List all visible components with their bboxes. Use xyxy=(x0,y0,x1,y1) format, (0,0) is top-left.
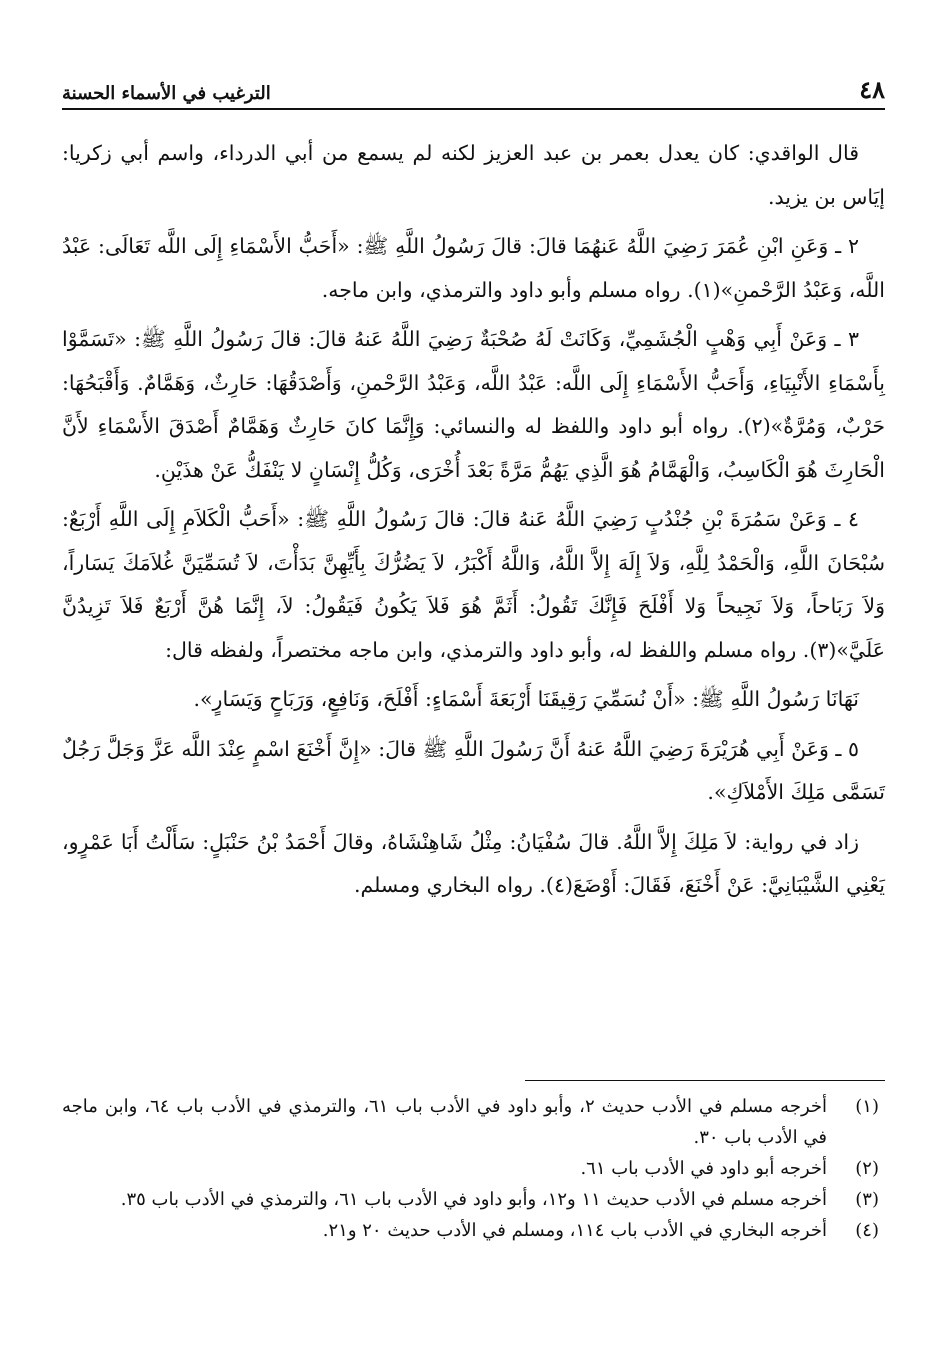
main-text xyxy=(62,132,885,908)
footnote-item xyxy=(62,1215,885,1246)
running-title: الترغيب في الأسماء الحسنة xyxy=(62,83,271,104)
footnote-text: أخرجه مسلم في الأدب حديث ٢، وأبو داود في الأدب باب ٦١، والترمذي في الأدب باب ٦٤، وابن ماجه في الأدب باب ٣٠. xyxy=(62,1096,828,1148)
footnote-divider xyxy=(525,1080,885,1081)
hadith-3: ٣ ـ وَعَنْ أَبِي وَهْبٍ الْجُشَمِيِّ، وَكَانَتْ لَهُ صُحْبَةٌ رَضِيَ اللَّهُ عَنهُ قالَ: قالَ رَسُولُ اللَّهِ ﷺ: «تَسَمَّوْا بِأَسْمَاءِ الأَنْبِيَاءِ، وَأَحَبُّ الأَسْمَاءِ إِلَى اللَّه: عَبْدُ اللَّه، وَعَبْدُ الرَّحْمنِ، وَأَصْدَقُهَا: حَارِثٌ، وَهَمَّامٌ. وَأَقْبَحُهَا: حَرْبٌ، وَمُرَّةٌ»(٢). رواه أبو داود واللفظ له والنسائي: وَإِنَّمَا كانَ حَارِثٌ وَهَمَّامٌ أَصْدَقَ الأَسْمَاءِ لأَنَّ الْحَارِثَ هُوَ الْكَاسِبُ، وَالْهَمَّامُ هُوَ الَّذِي يَهُمُّ مَرَّةً بَعْدَ أُخْرَى، وَكُلُّ إِنْسَانٍ لا يَنْفَكُّ عَنْ هذَيْنِ. xyxy=(62,327,885,482)
footnote-text: أخرجه أبو داود في الأدب باب ٦١. xyxy=(580,1158,827,1179)
footnote-item xyxy=(62,1091,885,1153)
page-number: ٤٨ xyxy=(859,75,885,104)
hadith-4: ٤ ـ وَعَنْ سَمُرَةَ بْنِ جُنْدُبٍ رَضِيَ اللَّهُ عَنهُ قالَ: قالَ رَسُولُ اللَّهِ ﷺ: «أَحَبُّ الْكَلاَمِ إِلَى اللَّهِ أَرْبَعٌ: سُبْحَانَ اللَّهِ، وَالْحَمْدُ لِلَّهِ، وَلاَ إِلَهَ إِلاَّ اللَّهُ، وَاللَّهُ أَكْبَرُ، لاَ يَضُرُّكَ بِأَيِّهِنَّ بَدَأْتَ، لاَ تُسَمِّيَنَّ غُلاَمَكَ يَسَاراً، وَلاَ رَبَاحاً، وَلاَ نَجِيحاً وَلا أَفْلَحَ فَإِنَّكَ تَقُولُ: أَثَمَّ هُوَ فَلاَ يَكُونُ فَيَقُولُ: لاَ، إِنَّمَا هُنَّ أَرْبَعٌ فَلاَ تَزِيدُنَّ عَلَيَّ»(٣). رواه مسلم واللفظ له، وأبو داود والترمذي، وابن ماجه مختصراً، ولفظه قال: xyxy=(62,507,885,662)
footnote-number: (٤) xyxy=(855,1220,879,1241)
hadith-4-variant: نَهَانَا رَسُولُ اللَّهِ ﷺ: «أَنْ نُسَمِّيَ رَقِيقَنَا أَرْبَعَةَ أَسْمَاءٍ: أَفْلَحَ، وَنَافِعٍ، وَرَبَاحٍ وَيَسَارٍ». xyxy=(193,687,859,711)
hadith-5-addition: زاد في رواية: لاَ مَلِكَ إِلاَّ اللَّهُ. قالَ سُفْيَانُ: مِثْلُ شَاهِنْشَاهُ، وقالَ أَحْمَدُ بْنُ حَنْبَلٍ: سَأَلْتُ أَبَا عَمْرٍو، يَعْنِي الشَّيْبَانِيَّ: عَنْ أَخْنَعَ، فَقَالَ: أَوْضَعَ(٤). رواه البخاري ومسلم. xyxy=(62,829,885,897)
book-page xyxy=(62,60,885,1328)
footnote-number: (٣) xyxy=(855,1189,879,1210)
footnotes xyxy=(62,1080,885,1246)
footnote-item xyxy=(62,1184,885,1215)
hadith-5: ٥ ـ وَعَنْ أَبِي هُرَيْرَةَ رَضِيَ اللَّهُ عَنهُ أَنَّ رَسُولَ اللَّهِ ﷺ قالَ: «إِنَّ أَخْنَعَ اسْمٍ عِنْدَ اللَّه عَزَّ وَجَلَّ رَجُلٌ تَسَمَّى مَلِكَ الأَمْلاَكِ». xyxy=(62,736,885,804)
footnote-text: أخرجه البخاري في الأدب باب ١١٤، ومسلم في الأدب حديث ٢٠ و٢١. xyxy=(322,1220,827,1241)
footnote-text: أخرجه مسلم في الأدب حديث ١١ و١٢، وأبو داود في الأدب باب ٦١، والترمذي في الأدب باب ٣٥. xyxy=(120,1189,827,1210)
footnote-number: (١) xyxy=(855,1096,879,1117)
footnote-item xyxy=(62,1153,885,1184)
page-header xyxy=(62,60,885,110)
paragraph-waqidi-note: قال الواقدي: كان يعدل بعمر بن عبد العزيز لكنه لم يسمع من أبي الدرداء، واسم أبي زكريا: إيَاس بن يزيد. xyxy=(62,141,885,209)
footnote-number: (٢) xyxy=(855,1158,879,1179)
hadith-2: ٢ ـ وَعَنِ ابْنِ عُمَرَ رَضِيَ اللَّهُ عَنهُمَا قالَ: قالَ رَسُولُ اللَّهِ ﷺ: «أَحَبُّ الأَسْمَاءِ إِلَى اللَّه تَعَالَى: عَبْدُ اللَّه، وَعَبْدُ الرَّحْمنِ»(١). رواه مسلم وأبو داود والترمذي، وابن ماجه. xyxy=(62,234,885,302)
